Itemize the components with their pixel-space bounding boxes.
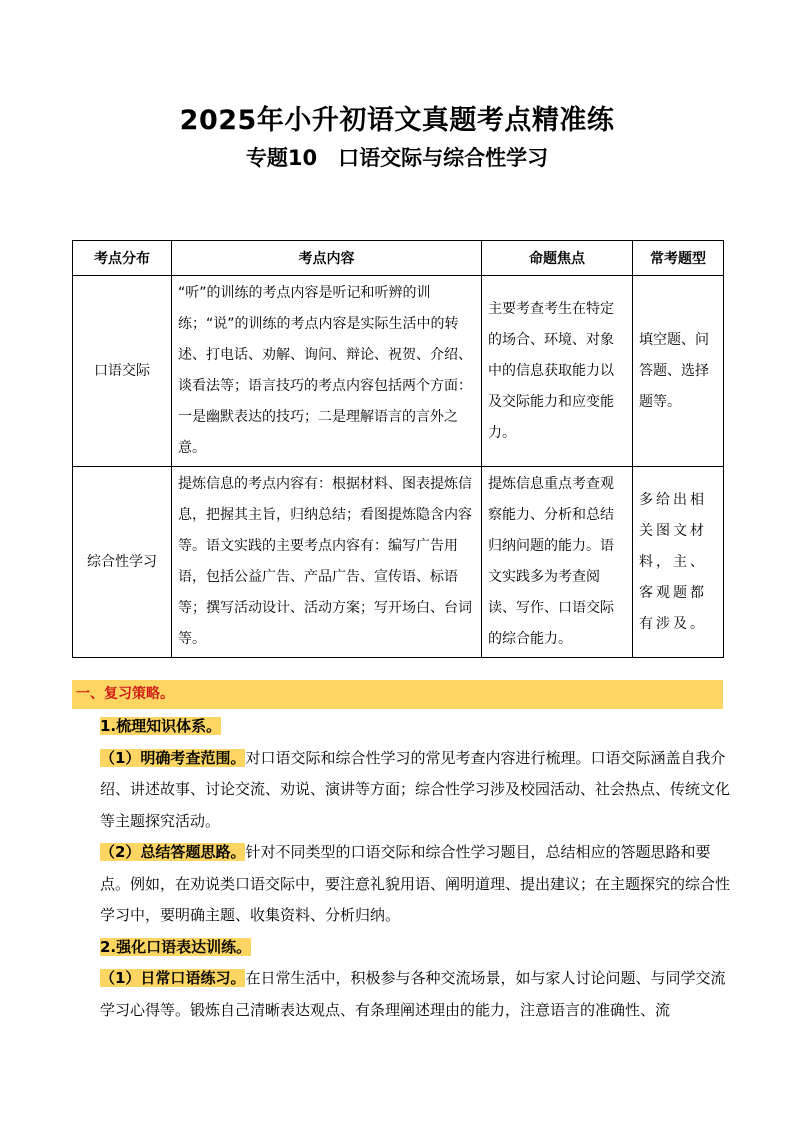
paragraph-label: （1）日常口语练习。 (100, 969, 246, 987)
subheading: 1.梳理知识体系。 (100, 717, 222, 735)
row-types: 多给出相关图文材料，主、客观题都有涉及。 (633, 467, 724, 658)
row-content: “听”的训练的考点内容是听记和听辨的训练；“说”的训练的考点内容是实际生活中的转述、打电话、劝解、询问、辩论、祝贺、介绍、谈看法等；语言技巧的考点内容包括两个方面：一是幽默表达的技巧；二是理解语言的言外之意。 (172, 276, 482, 467)
row-category: 综合性学习 (73, 467, 172, 658)
paragraph-text: 在日常生活中，积极参与各种交流场景，如与家人讨论问题、与同学交流学习心得等。锻炼自己清晰表达观点、有条理阐述理由的能力，注意语言的准确性、流 (100, 969, 726, 1019)
table-row (73, 467, 724, 658)
row-category: 口语交际 (73, 276, 172, 467)
table-row (73, 276, 724, 467)
paragraph (72, 743, 732, 838)
paragraph-text: 针对不同类型的口语交际和综合性学习题目，总结相应的答题思路和要点。例如，在劝说类口语交际中，要注意礼貌用语、阐明道理、提出建议；在主题探究的综合性学习中，要明确主题、收集资料、分析归纳。 (100, 843, 731, 924)
header-focus: 命题焦点 (482, 241, 633, 276)
header-category: 考点分布 (73, 241, 172, 276)
paragraph-label: （2）总结答题思路。 (100, 843, 246, 861)
paragraph-label: （1）明确考查范围。 (100, 748, 246, 767)
paragraph (72, 837, 732, 932)
exam-points-table (72, 240, 724, 658)
paragraph (72, 963, 732, 1026)
row-content: 提炼信息的考点内容有：根据材料、图表提炼信息，把握其主旨，归纳总结；看图提炼隐含内容等。语文实践的主要考点内容有：编写广告用语，包括公益广告、产品广告、宣传语、标语等；撰写活动设计、活动方案；写开场白、台词等。 (172, 467, 482, 658)
paragraph-text: 对口语交际和综合性学习的常见考查内容进行梳理。口语交际涵盖自我介绍、讲述故事、讨论交流、劝说、演讲等方面；综合性学习涉及校园活动、社会热点、传统文化等主题探究活动。 (100, 748, 731, 830)
row-types: 填空题、问答题、选择题等。 (633, 276, 724, 467)
header-types: 常考题型 (633, 241, 724, 276)
header-content: 考点内容 (172, 241, 482, 276)
document-subtitle: 专题10 口语交际与综合性学习 (245, 146, 549, 170)
section-body (72, 711, 732, 1026)
subheading: 2.强化口语表达训练。 (100, 937, 252, 956)
section-number: 一、 (76, 686, 104, 702)
table-header-row (73, 241, 724, 276)
row-focus: 提炼信息重点考查观察能力、分析和总结归纳问题的能力。语文实践多为考查阅读、写作、口语交际的综合能力。 (482, 467, 633, 658)
section-heading: 复习策略。 (104, 686, 174, 702)
section-heading-bar (72, 680, 723, 709)
document-title: 2025年小升初语文真题考点精准练 (179, 105, 615, 136)
row-focus: 主要考查考生在特定的场合、环境、对象中的信息获取能力以及交际能力和应变能力。 (482, 276, 633, 467)
